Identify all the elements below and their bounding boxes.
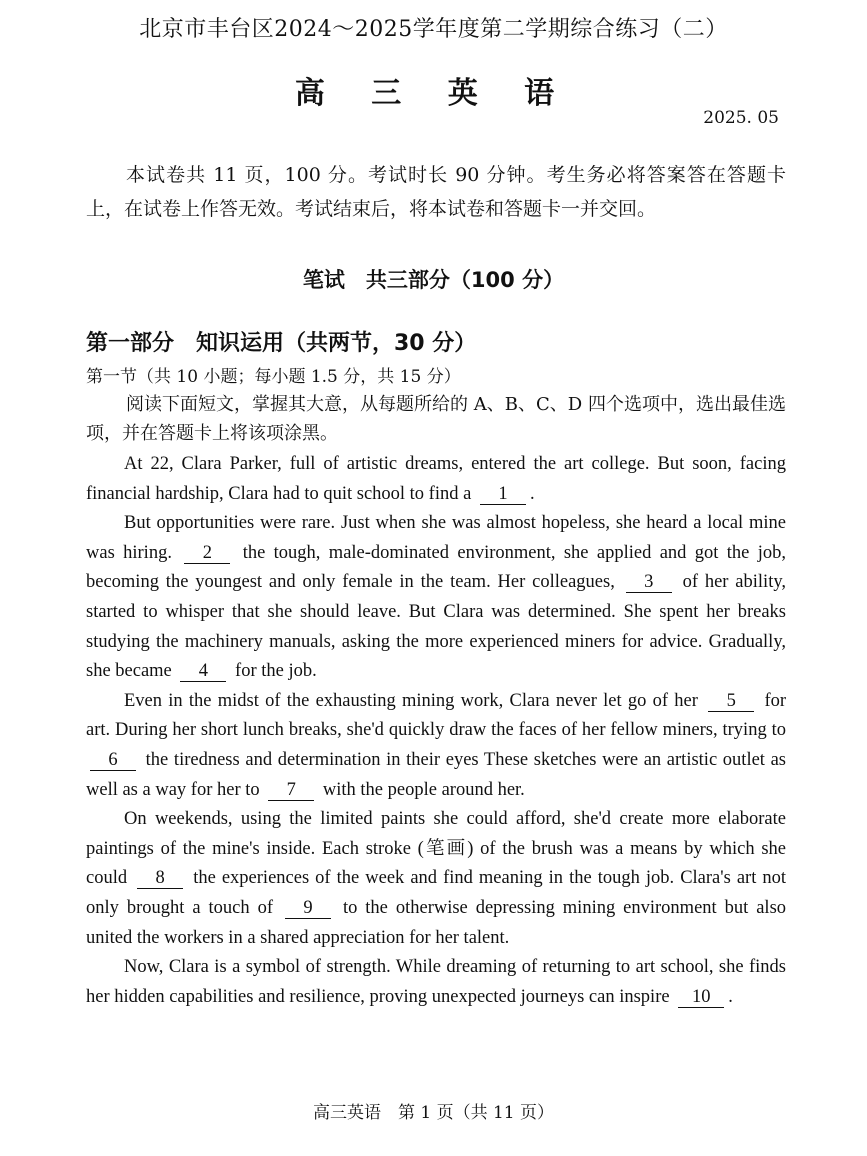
paragraph-1 <box>86 450 786 509</box>
passage-text: the experiences of the week and find meaning in the tough job. Clara's art not only brought a touch of <box>86 868 787 918</box>
passage-text: . <box>728 986 733 1007</box>
exam-instructions: 本试卷共 11 页，100 分。考试时长 90 分钟。考生务必将答案答在答题卡上，在试卷上作答无效。考试结束后，将本试卷和答题卡一并交回。 <box>86 164 786 220</box>
passage-text: for the job. <box>235 661 317 682</box>
passage-text: the tough, male-dominated environment, she applied and got the job, becoming the youngest and only female in the team. Her colleagues, <box>86 542 787 593</box>
passage-text: of her ability, started to whisper that she should leave. But Clara was determined. She spent her breaks studying the machinery manuals, asking the more experienced miners for advice. Gradually, she became <box>86 572 787 682</box>
passage-text: the tiredness and determination in their eyes These sketches were an artistic outlet as well as a way for her to <box>86 749 787 800</box>
passage-text: Even in the midst of the exhausting mining work, Clara never let go of her <box>124 690 698 711</box>
blank-5: 5 <box>708 691 754 712</box>
paragraph-4 <box>86 805 786 953</box>
section-one-heading: 第一节（共 10 小题；每小题 1.5 分，共 15 分） <box>86 367 461 387</box>
passage-text: . <box>529 483 535 504</box>
blank-7: 7 <box>268 780 314 801</box>
subject-title: 高 三 英 语 <box>294 76 573 111</box>
passage-text: to the otherwise depressing mining environment but also united the workers in a shared appreciation for her talent. <box>86 897 787 948</box>
blank-1: 1 <box>480 484 526 505</box>
exam-title: 北京市丰台区2024～2025学年度第二学期综合练习（二） <box>139 17 728 42</box>
blank-10: 10 <box>678 987 724 1008</box>
blank-9: 9 <box>285 898 331 919</box>
passage-text: with the people around her. <box>322 779 525 800</box>
paragraph-5 <box>86 953 786 1012</box>
reading-instructions: 阅读下面短文，掌握其大意，从每题所给的 A、B、C、D 四个选项中，选出最佳选项，并在答题卡上将该项涂黑。 <box>86 394 786 444</box>
paragraph-3 <box>86 687 786 805</box>
paragraph-2 <box>86 509 786 687</box>
passage-text: Now, Clara is a symbol of strength. While dreaming of returning to art school, she finds her hidden capabilities and resilience, proving unexpected journeys can inspire <box>86 957 786 1007</box>
page-footer: 高三英语 第 1 页（共 11 页） <box>312 1103 555 1123</box>
blank-2: 2 <box>184 543 230 564</box>
exam-date: 2025. 05 <box>703 108 779 128</box>
passage-text: But opportunities were rare. Just when she was almost hopeless, she heard a local mine was hiring. <box>86 513 786 563</box>
passage-text: for art. During her short lunch breaks, she'd quickly draw the faces of her fellow miners, trying to <box>86 690 787 741</box>
passage-text: At 22, Clara Parker, full of artistic dreams, entered the art college. But soon, facing financial hardship, Clara had to quit school to find a <box>86 454 786 504</box>
cloze-passage <box>86 450 786 1012</box>
blank-8: 8 <box>137 868 183 889</box>
blank-3: 3 <box>626 572 672 593</box>
passage-text: On weekends, using the limited paints she could afford, she'd create more elaborate paintings of the mine's inside. Each stroke (笔画) of the brush was a means by which she could <box>86 809 786 889</box>
part-one-heading: 第一部分 知识运用（共两节，30 分） <box>86 331 477 356</box>
written-section-heading: 笔试 共三部分（100 分） <box>302 268 565 292</box>
blank-6: 6 <box>90 750 136 771</box>
blank-4: 4 <box>180 661 226 682</box>
